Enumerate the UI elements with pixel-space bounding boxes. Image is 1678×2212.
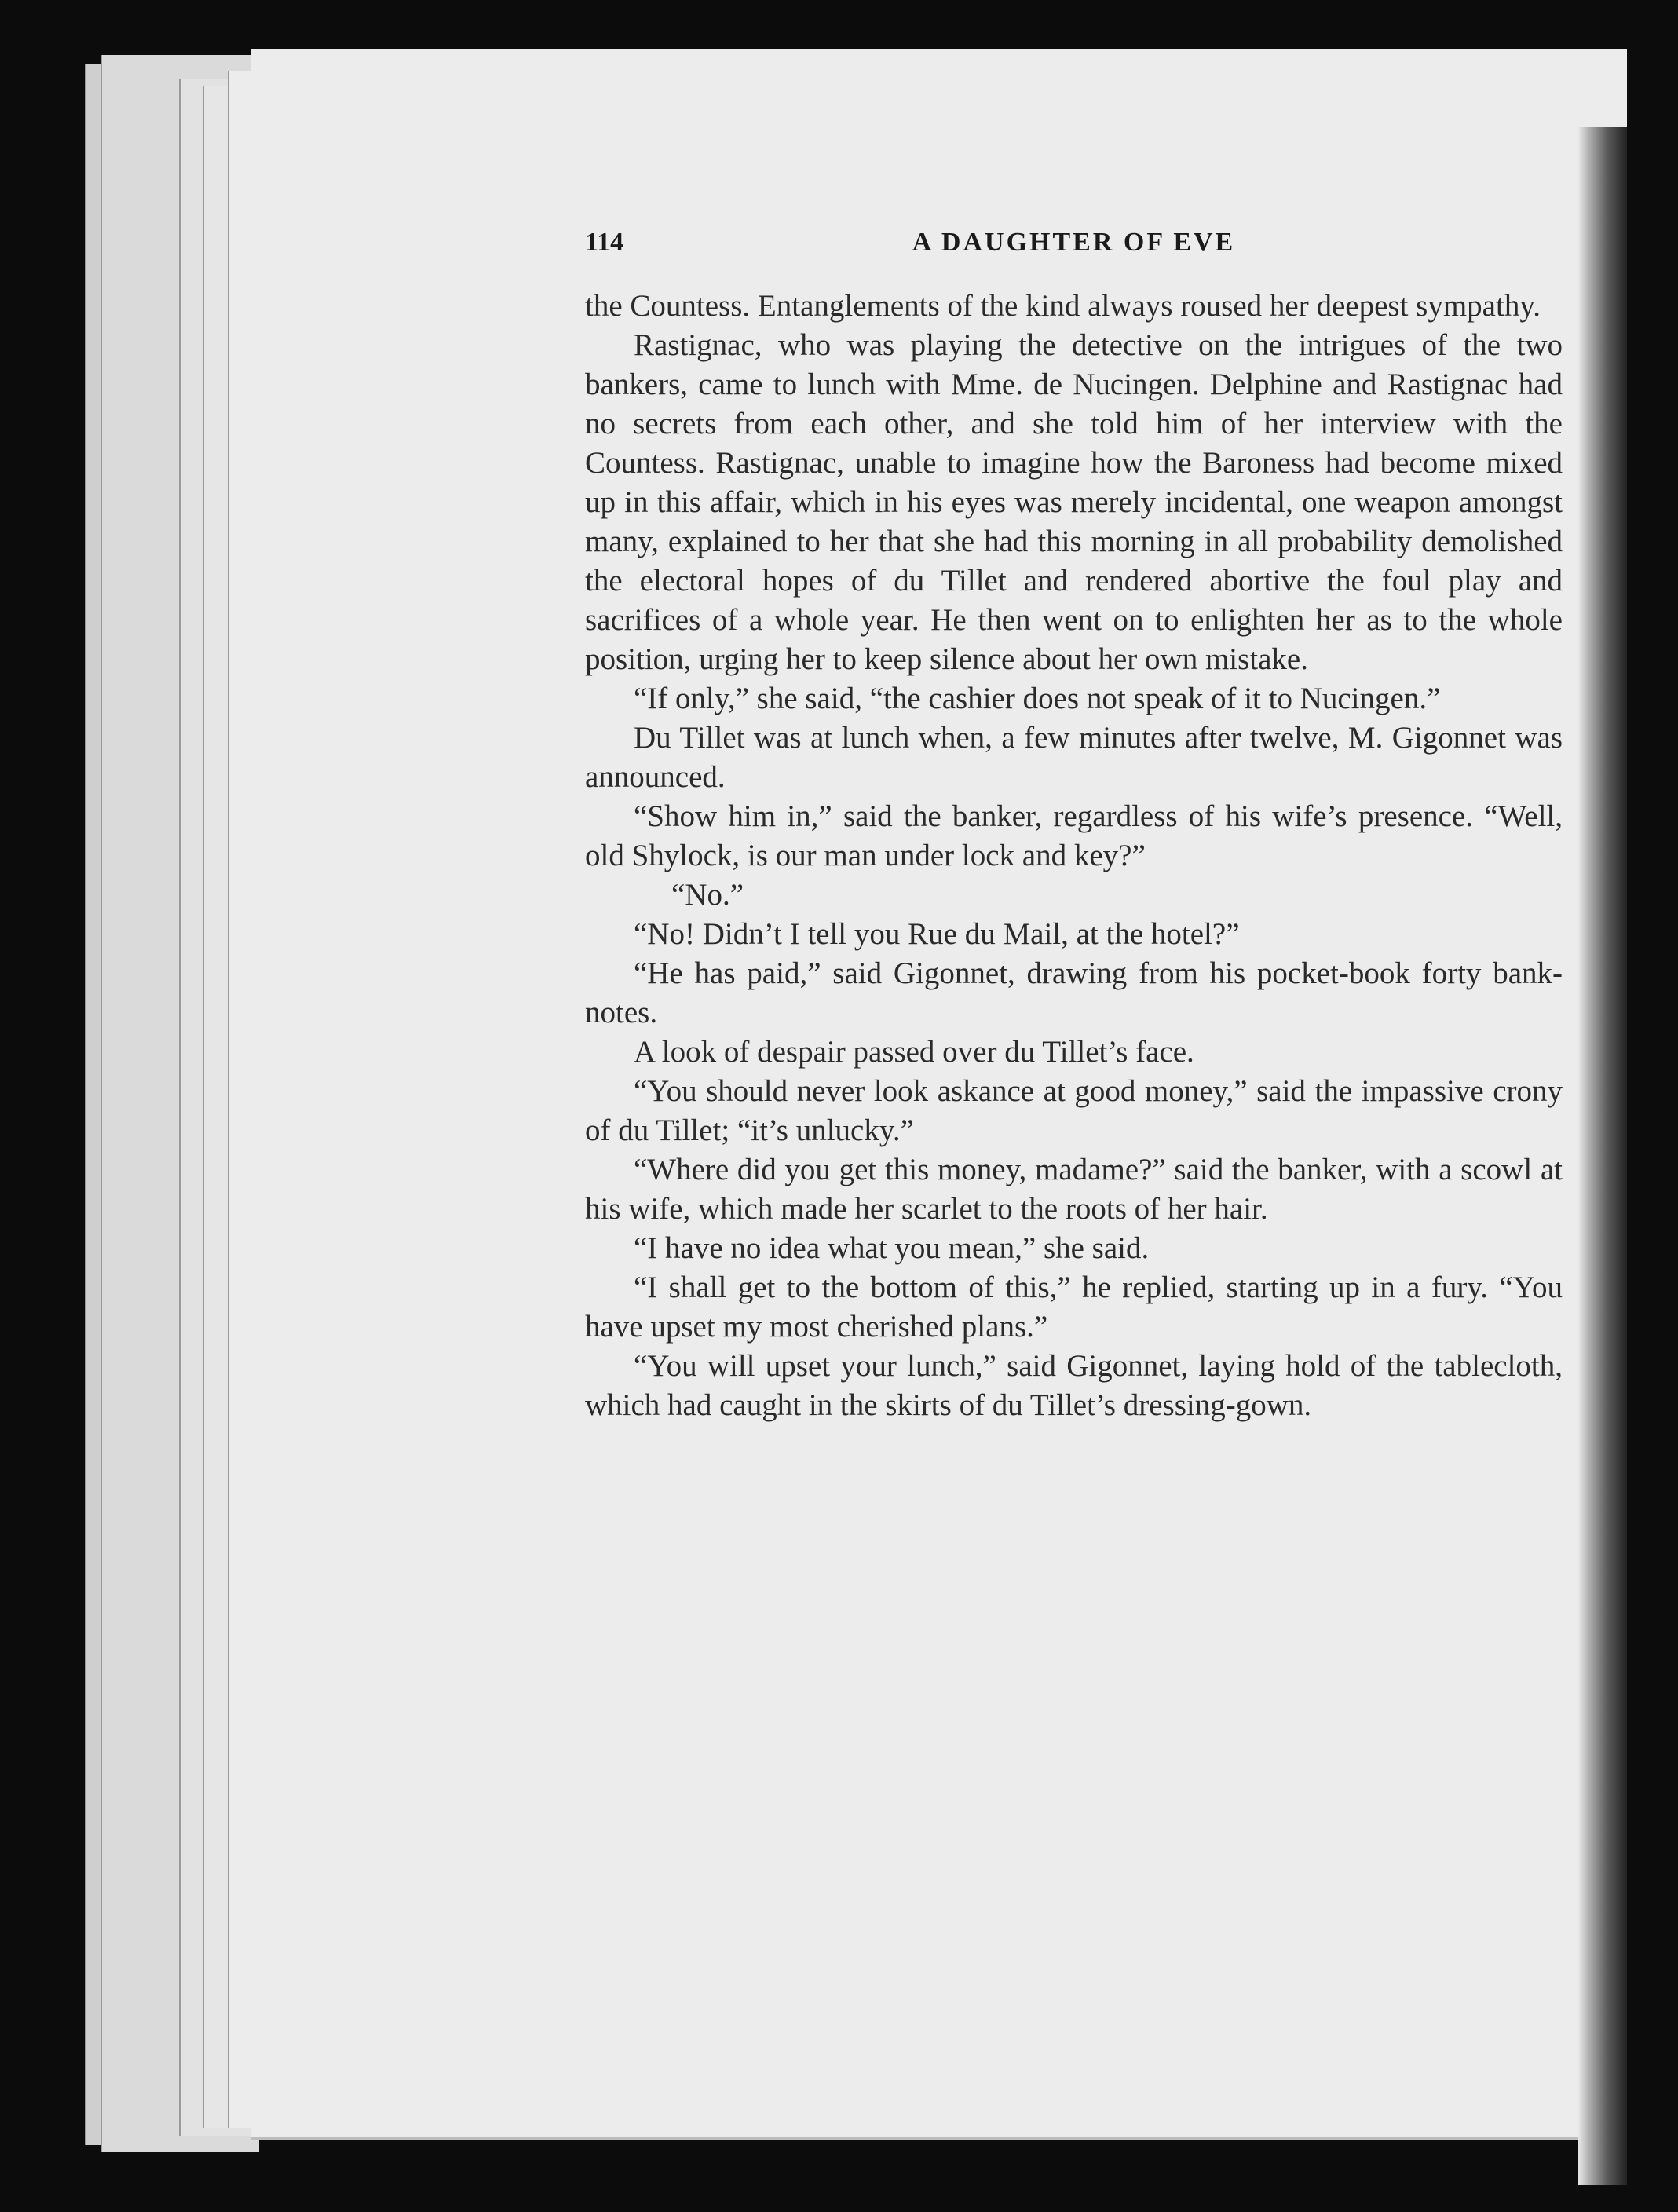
paragraph: “You should never look askance at good money,” said the impassive crony of du Tillet; “it’s unlucky.” xyxy=(585,1074,1563,1147)
running-title: A DAUGHTER OF EVE xyxy=(912,228,1236,257)
paragraph: Rastignac, who was playing the detective on the intrigues of the two bankers, came to lunch with Mme. de Nucingen. Delphine and Rastignac had no secrets from each other, and she told him of her interview with the Countess. Rastignac, unable to imagine how the Baroness had become mixed up in this affair, which in his eyes was merely incidental, one weapon amongst many, explained to her that she had this morning in all probability demolished the electoral hopes of du Tillet and rendered abortive the foul play and sacrifices of a whole year. He then went on to enlighten her as to the whole position, urging her to keep silence about her own mistake. xyxy=(585,328,1563,676)
paragraph: “No! Didn’t I tell you Rue du Mail, at the hotel?” xyxy=(634,917,1240,951)
paragraph: “He has paid,” said Gigonnet, drawing from his pocket-book forty bank-notes. xyxy=(585,956,1563,1029)
paragraph: Du Tillet was at lunch when, a few minutes after twelve, M. Gigonnet was announced. xyxy=(585,721,1563,794)
paragraph: “You will upset your lunch,” said Gigonnet, laying hold of the tablecloth, which had caught in the skirts of du Tillet’s dressing-gown. xyxy=(585,1349,1563,1422)
paragraph: the Countess. Entanglements of the kind always roused her deepest sympathy. xyxy=(585,289,1541,323)
paragraph: “Show him in,” said the banker, regardless of his wife’s presence. “Well, old Shylock, is our man under lock and key?” xyxy=(585,799,1563,872)
paragraph: “No.” xyxy=(671,878,744,912)
paragraph: “I have no idea what you mean,” she said. xyxy=(634,1231,1150,1265)
paragraph: “I shall get to the bottom of this,” he replied, starting up in a fury. “You have upset my most cherished plans.” xyxy=(585,1271,1563,1344)
page-number: 114 xyxy=(585,228,624,257)
paragraph: “Where did you get this money, madame?” said the banker, with a scowl at his wife, which made her scarlet to the roots of her hair. xyxy=(585,1153,1563,1226)
binding-gutter xyxy=(1578,127,1627,2185)
paragraph: A look of despair passed over du Tillet’s face. xyxy=(634,1035,1194,1069)
body-text xyxy=(585,287,1563,1425)
paragraph: “If only,” she said, “the cashier does not speak of it to Nucingen.” xyxy=(634,682,1441,715)
running-header xyxy=(585,228,1563,267)
